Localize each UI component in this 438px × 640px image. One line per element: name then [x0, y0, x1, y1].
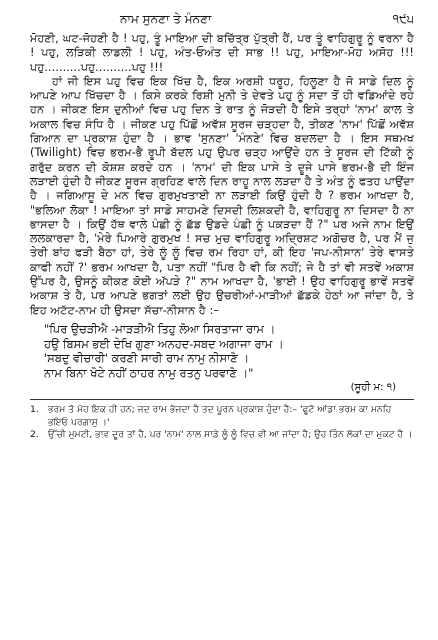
quote-line: ਨਾਮ ਬਿਨਾ ਖੋਟੇ ਨਹੀਂ ਠਾਹਰ ਨਾਮੁ ਰਤਨੁ ਪਰਵਾਣੋ ।" [44, 365, 254, 380]
footnotes [30, 404, 414, 441]
footnote-text: ਉੱਚੀ ਮੁਮਟੀ, ਭਾਵ ਦੂਰ ਤਾਂ ਹੈ, ਪਰ 'ਨਾਮ' ਨਾਲ ਸਾਡੇ ਲੂੰ ਲੂੰ ਵਿਚ ਵੀ ਆ ਜਾਂਦਾ ਹੈ; ਉਹ ਤਿੰਨ ਲੋਕਾਂ ਦਾ ਮੁਕਟ ਹੈ । [48, 429, 413, 441]
footnote [30, 429, 414, 441]
paragraph: ਮੋਹਣੀ, ਘਟ-ਜੋਹਣੀ ਹੈ ! ਪਹੁ, ਤੂੰ ਮਾਇਆ ਦੀ ਬਚਿੱਤ੍ਰ ਪੁੱਤ੍ਰੀ ਹੈਂ, ਪਰ ਤੂੰ ਵਾਹਿਗੁਰੂ ਨੂੰ ਵਰਨਾ ਹੈ ! ਪਹੁ, ਲੜਿਕੀ ਲਾਡਲੀ ! ਪਹੁ, ਅੰਤ-ਓਅੰਤ ਦੀ ਸਾਭ !! ਪਹੁ, ਮਾਇਆ-ਮੋਹ ਅਸੋਹ !!! ਪਹੁ..........ਪਹੁ..........ਪਹੁ !!! [30, 32, 414, 74]
footnote-divider [30, 399, 414, 400]
quote-line: ਹਉ ਬਿਸਮ ਭਈ ਦੇਖਿ ਗੁਣਾ ਅਨਹਦ-ਸਬਦ ਅਗਾਜਾ ਰਾਮ । [44, 336, 284, 351]
footnote-number: 1. [30, 404, 39, 416]
quote-source: (ਸੂਹੀ ਮ: ੧) [350, 382, 396, 394]
footnote-number: 2. [30, 429, 39, 441]
page-number: ੧੯੫ [392, 11, 414, 26]
footnote-text: ਭਰਮ ਤੋ ਮੋਹ ਇਕ ਹੀ ਹਨ; ਜਦ ਰਾਮ ਭੱਜਦਾ ਹੈ ਤਦ ਪੂਰਨ ਪ੍ਰਕਾਸ਼ ਹੁੰਦਾ ਹੈ:– 'ਫੂਟੋ ਆਂਡਾ ਭਰਮ ਕਾ ਮਨਹਿ ਭਇਓ ਪਰਗਾਸੁ ।' [48, 404, 392, 428]
quote-line: "ਪਿਰ ਉਚੜੀਐ -ਮਾੜੜੀਐ ਤਿਹੁ ਲੋਆ ਸਿਰਤਾਜਾ ਰਾਮ । [44, 321, 276, 336]
scripture-quote [44, 322, 414, 380]
page-header [120, 10, 414, 28]
paragraph: ਹਾਂ ਜੀ ਇਸ ਪਹੁ ਵਿਚ ਇਕ ਖਿੱਚ ਹੈ, ਇਕ ਅਰਸ਼ੀ ਧਰੂਹ, ਹਿਲੂਣਾ ਹੈ ਜੋ ਸਾਡੇ ਦਿਲ ਨੂੰ ਆਪਣੇ ਆਪ ਖਿੱਚਦਾ ਹੈ । ਕਿਸੇ ਕਰਕੇ ਰਿਸ਼ੀ ਮੁਨੀ ਤੇ ਦੇਵਤੇ ਪਹੁ ਨੂੰ ਸਦਾ ਤੋਂ ਹੀ ਵਡਿਆਂਦੇ ਰਹੇ ਹਨ । ਜੀਕਣ ਇਸ ਦੁਨੀਆਂ ਵਿਚ ਪਹੁ ਦਿਨ ਤੇ ਰਾਤ ਨੂੰ ਜੋੜਦੀ ਹੈ ਇਸੇ ਤਰ੍ਹਾਂ 'ਨਾਮ' ਕਾਲ ਤੇ ਅਕਾਲ ਵਿਚ ਸੰਧਿ ਹੈ । ਜੀਕਣ ਪਹੁ ਪਿੱਛੋਂ ਅਵੱਸ਼ ਸੂਰਜ ਚੜ੍ਹਦਾ ਹੈ, ਤੀਕਣ 'ਨਾਮ' ਪਿੱਛੋਂ ਅਵੱਸ਼ ਗਿਆਨ ਦਾ ਪ੍ਰਕਾਸ਼ ਹੁੰਦਾ ਹੈ । ਭਾਵ 'ਸੁਨਣਾ' 'ਮੰਨਣੇ' ਵਿਚ ਬਦਲਦਾ ਹੈ । ਇਸ ਸਥਮਖ (Twilight) ਵਿਚ ਭਰਮ-ਭੈ ਰੂਪੀ ਬੱਦਲ ਪਹੁ ਉਪਰ ਚੜ੍ਹ ਆਉਂਦੇ ਹਨ ਤੇ ਸੂਰਜ ਦੀ ਟਿੱਕੀ ਨੂੰ ਗਰੁੱਦ ਕਰਨ ਦੀ ਕੋਸ਼ਸ਼ ਕਰਦੇ ਹਨ । 'ਨਾਮ' ਦੀ ਇਕ ਪਾਸੇ ਤੇ ਦੂਜੇ ਪਾਸੇ ਭਰਮ-ਭੈ ਦੀ ਇੰਜ ਲੜਾਈ ਹੁੰਦੀ ਹੈ ਜੀਕਣ ਸੂਰਜ ਗ੍ਰਹਿਣ ਵਾਲੇ ਦਿਨ ਰਾਹੂ ਨਾਲ ਲੜਦਾ ਹੈ ਤੇ ਅੰਤ ਨੂੰ ਫਤਹ ਪਾਉਂਦਾ ਹੈ । ਜਗਿਆਸੂ ਦੇ ਮਨ ਵਿਚ ਗੁਰਮੁਖਤਾਈ ਨਾ ਲੜਾਈ ਕਿਉਂ ਹੁੰਦੀ ਹੈ ? ਭਰਮ ਆਖਦਾ ਹੈ, "ਭਲਿਆ ਲੋਕਾ ! ਮਾਇਆ ਤਾਂ ਸਾਡੇ ਸਾਹਮਣੇ ਦਿਸਦੀ ਲਿਸ਼ਕਦੀ ਹੈ, ਵਾਹਿਗੁਰੂ ਨਾ ਦਿਸਦਾ ਹੈ ਨਾ ਭਾਸਦਾ ਹੈ । ਕਿਉਂ ਹੱਥ ਵਾਲੇ ਪੰਛੀ ਨੂੰ ਛੱਡ ਉਡਦੇ ਪੰਛੀ ਨੂੰ ਪਕੜਦਾ ਹੈਂ ?" ਪਰ ਅਜੇ ਨਾਮ ਇਉਂ ਲਲਕਾਰਦਾ ਹੈ, 'ਮੇਰੇ ਪਿਆਰੇ ਗੁਰਮੁਖ ! ਸਚ ਮੁਚ ਵਾਹਿਗੁਰੂ ਅਦ੍ਰਿਸ਼ਟ ਅਗੋਚਰ ਹੈ, ਪਰ ਮੈਂ ਜੁ ਤੇਰੀ ਬਾਂਹ ਫੜੀ ਬੈਠਾ ਹਾਂ, ਤੇਰੇ ਲੂੰ ਲੂੰ ਵਿਚ ਰਮ ਰਿਹਾ ਹਾਂ, ਕੀ ਇਹ 'ਜਪ-ਨੀਸਾਨ' ਤੇਰੇ ਵਾਸਤੇ ਕਾਫੀ ਨਹੀਂ ?' ਭਰਮ ਆਖਦਾ ਹੈ, ਪਤਾ ਨਹੀਂ "ਪਿਰ ਹੈ ਵੀ ਕਿ ਨਹੀਂ; ਜੇ ਹੈ ਤਾਂ ਵੀ ਸਤਵੇਂ ਅਕਾਸ਼ ਉੱਪਰ ਹੈ, ਉਸਨੂੰ ਕੀਕਣ ਕੋਈ ਅੱਪੜੇ ?" ਨਾਮ ਆਖਦਾ ਹੈ, 'ਭਾਈ ! ਉਹ ਵਾਹਿਗੁਰੂ ਭਾਵੇਂ ਸਤਵੇਂ ਅਕਾਸ਼ ਤੇ ਹੈ, ਪਰ ਆਪਣੇ ਭਗਤਾਂ ਲਈ ਉਹ ਉਚਰੀਆਂ-ਮਾੜੀਆਂ ਛੱਡਕੇ ਹੇਠਾਂ ਆ ਜਾਂਦਾ ਹੈ, ਤੇ ਇਹ ਅਟੱਟ-ਨਾਮ ਹੀ ਉਸਦਾ ਸੱਚਾ-ਨੀਸਾਨ ਹੈ :– [30, 74, 414, 317]
footnote [30, 404, 414, 429]
quote-line: 'ਸਬਦੁ ਵੀਚਾਰੀ' ਕਰਣੀ ਸਾਰੀ ਰਾਮ ਨਾਮੁ ਨੀਸਾਣੋ । [44, 351, 250, 366]
body-text [30, 32, 414, 318]
running-title: ਨਾਮ ਸੁਨਣਾ ਤੇ ਮੰਨਣਾ [120, 11, 212, 26]
